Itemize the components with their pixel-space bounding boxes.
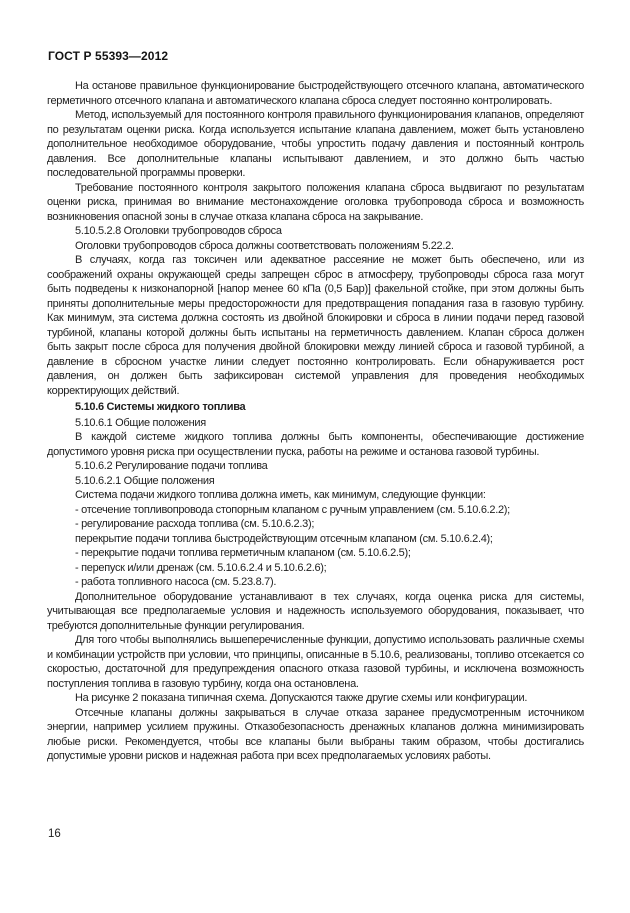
- page-number: 16: [48, 828, 61, 840]
- paragraph: 5.10.6.2.1 Общие положения: [75, 474, 215, 487]
- paragraph: Оголовки трубопроводов сброса должны соответствовать положениям 5.22.2.: [75, 239, 454, 252]
- paragraph: На останове правильное функционирование быстродействующего отсечного клапана, автоматического герметичного отсечного клапана и автоматического клапана сброса следует постоянно контролировать.: [47, 80, 584, 107]
- paragraph: В каждой системе жидкого топлива должны быть компоненты, обеспечивающие достижение допустимого уровня риска при осуществлении пуска, работы на режиме и останова газовой турбины.: [47, 431, 584, 458]
- paragraph: На рисунке 2 показана типичная схема. Допускаются также другие схемы или конфигурации.: [75, 692, 528, 704]
- paragraph: - отсечение топливопровода стопорным клапаном с ручным управлением (см. 5.10.6.2.2);: [75, 503, 510, 516]
- paragraph: - перекрытие подачи топлива герметичным клапаном (см. 5.10.6.2.5);: [75, 547, 411, 559]
- paragraph: Система подачи жидкого топлива должна иметь, как минимум, следующие функции:: [75, 489, 486, 501]
- paragraph: 5.10.6.1 Общие положения: [75, 416, 206, 429]
- paragraph: Метод, используемый для постоянного контроля правильного функционирования клапанов, определяют по результатам оценки риска. Когда используется испытание клапана давлением, может быть установлено дополнительное необходимое оборудование, чтобы упростить подачу давления и постоянный контроль давления. Все дополнительные клапаны испытывают давлением, и это должно быть частью последовательной программы проверки.: [47, 109, 584, 179]
- paragraph: 5.10.5.2.8 Оголовки трубопроводов сброса: [75, 225, 282, 237]
- paragraph: В случаях, когда газ токсичен или адекватное рассеяние не может быть обеспечено, или из соображений охраны окружающей среды запрещен сброс в атмосферу, трубопроводы сброса газа могут быть подведены к низконапорной [напор менее 60 кПа (0,5 Бар)] факельной стойке, при этом должны быть приняты дополнительные меры предосторожности для предотвращения попадания газа в газовую турбину. Как минимум, эта система должна состоять из двойной блокировки и сброса в линии подачи перед газовой турбиной, клапаны которой должны быть испытаны на герметичность давлением. Клапан сброса должен быть закрыт после сброса для получения двойной блокировки между линией сброса и газовой турбиной, а давление в сбросном участке линии следует постоянно контролировать. Если обнаруживается рост давления, он должен быть зафиксирован системой управления для проведения необходимых корректирующих действий.: [47, 254, 584, 397]
- paragraph: 5.10.6.2 Регулирование подачи топлива: [75, 460, 268, 472]
- paragraph: Требование постоянного контроля закрытого положения клапана сброса выдвигают по результатам оценки риска, принимая во внимание местонахождение оголовка трубопровода сброса и возможность возникновения опасной зоны в случае отказа клапана сброса на закрывание.: [47, 181, 584, 223]
- paragraph: - регулирование расхода топлива (см. 5.10.6.2.3);: [75, 518, 315, 530]
- paragraph: - перепуск и/или дренаж (см. 5.10.6.2.4 и 5.10.6.2.6);: [75, 561, 327, 574]
- section-heading: 5.10.6 Системы жидкого топлива: [75, 401, 246, 413]
- paragraph: Дополнительное оборудование устанавливают в тех случаях, когда оценка риска для системы, учитывающая все предполагаемые условия и надежность используемого оборудования, показывает, что требуются дополнительные функции регулирования.: [47, 590, 584, 632]
- paragraph: Для того чтобы выполнялись вышеперечисленные функции, допустимо использовать различные схемы и комбинации устройств при условии, что принципы, описанные в 5.10.6, реализованы, топливо отсекается со скоростью, достаточной для предупреждения опасного отказа газовой турбины, и исключена возможность поступления топлива в газовую турбину, когда она остановлена.: [47, 634, 584, 690]
- document-header: ГОСТ Р 55393—2012: [48, 49, 169, 63]
- document-body: [47, 79, 584, 764]
- paragraph: - работа топливного насоса (см. 5.23.8.7).: [75, 576, 277, 588]
- paragraph: Отсечные клапаны должны закрываться в случае отказа заранее предусмотренным источником энергии, например усилием пружины. Отказобезопасность дренажных клапанов должна минимизировать любые риски. Рекомендуется, чтобы все клапаны были выбраны таким образом, чтобы достигались допустимые уровни рисков и надежная работа при всех предполагаемых условиях работы.: [47, 706, 584, 762]
- paragraph: перекрытие подачи топлива быстродействующим отсечным клапаном (см. 5.10.6.2.4);: [75, 532, 493, 545]
